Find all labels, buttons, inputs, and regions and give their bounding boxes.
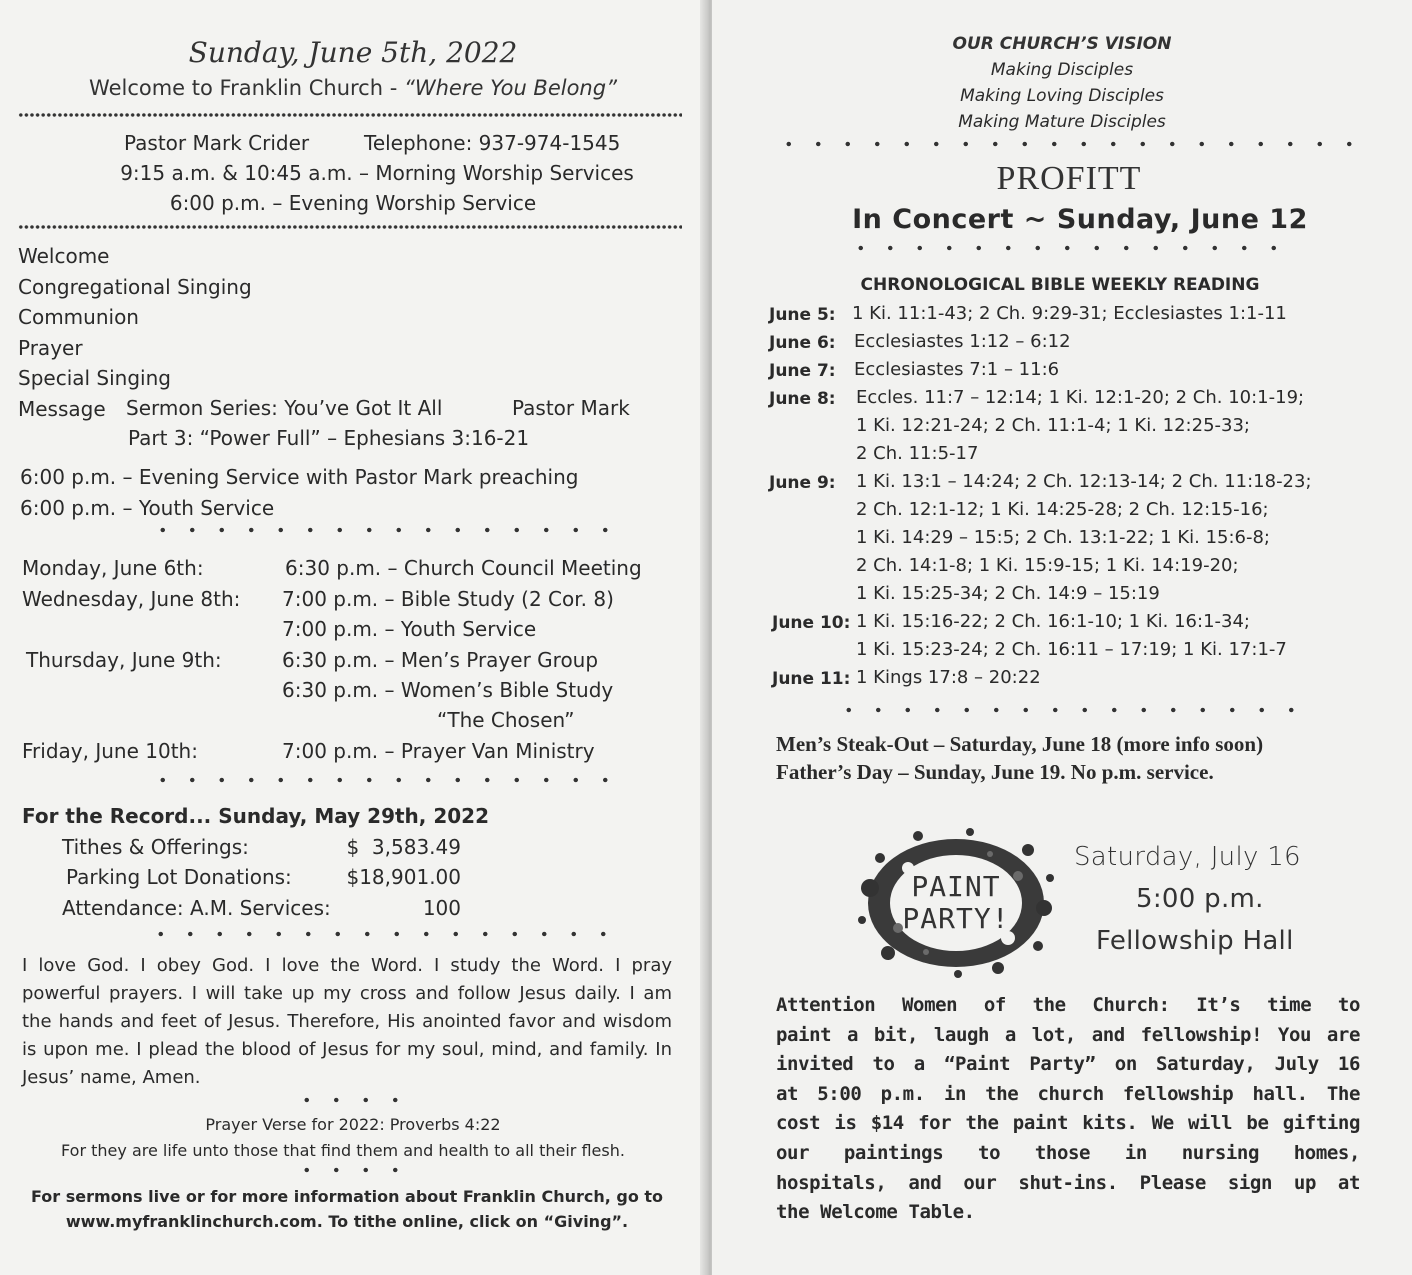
prayer-verse-title: Prayer Verse for 2022: Proverbs 4:22 bbox=[205, 1115, 501, 1134]
bulletin-date-title: Sunday, June 5th, 2022 bbox=[188, 36, 518, 69]
declaration-line: is upon me. I plead the blood of Jesus for my soul, mind, and family. In bbox=[22, 1039, 672, 1060]
reading-line: 1 Ki. 15:25-34; 2 Ch. 14:9 – 15:19 bbox=[856, 583, 1160, 604]
schedule-event: “The Chosen” bbox=[437, 708, 575, 732]
schedule-event: 7:00 p.m. – Youth Service bbox=[282, 617, 537, 641]
reading-day: June 11: bbox=[772, 669, 851, 689]
order-item: Communion bbox=[18, 305, 139, 329]
divider bbox=[834, 706, 1294, 714]
divider bbox=[774, 140, 1354, 148]
concert-title: In Concert ~ Sunday, June 12 bbox=[852, 204, 1308, 235]
paint-desc-line: our paintings to those in nursing homes, bbox=[776, 1142, 1360, 1164]
sermon-speaker: Pastor Mark bbox=[512, 396, 630, 420]
paint-desc-line: the Welcome Table. bbox=[776, 1201, 975, 1224]
divider bbox=[846, 244, 1286, 252]
schedule-day: Friday, June 10th: bbox=[22, 739, 198, 763]
record-label: Attendance: A.M. Services: bbox=[62, 896, 331, 920]
footer-giving-text: . To tithe online, click on “Giving”. bbox=[316, 1212, 629, 1231]
divider bbox=[148, 526, 608, 534]
record-label: Tithes & Offerings: bbox=[62, 835, 249, 859]
prayer-verse-text: For they are life unto those that find them and health to all their flesh. bbox=[61, 1141, 625, 1160]
order-item: Welcome bbox=[18, 244, 110, 268]
paint-logo-line2: PARTY! bbox=[902, 902, 1010, 935]
evening-line: 6:00 p.m. – Youth Service bbox=[20, 496, 275, 520]
reading-title: CHRONOLOGICAL BIBLE WEEKLY READING bbox=[860, 275, 1260, 295]
vision-line: Making Disciples bbox=[990, 60, 1134, 80]
reading-line: 2 Ch. 14:1-8; 1 Ki. 15:9-15; 1 Ki. 14:19-20; bbox=[856, 555, 1239, 576]
schedule-event: 6:30 p.m. – Women’s Bible Study bbox=[282, 678, 614, 702]
reading-line: Eccles. 11:7 – 12:14; 1 Ki. 12:1-20; 2 Ch. 10:1-19; bbox=[856, 387, 1305, 408]
paint-time: 5:00 p.m. bbox=[1136, 884, 1264, 914]
vision-line: Making Mature Disciples bbox=[958, 112, 1166, 132]
paint-desc-line: hospitals, and our shut-ins. Please sign up at bbox=[776, 1171, 1360, 1194]
reading-day: June 9: bbox=[769, 473, 836, 493]
divider bbox=[18, 224, 682, 230]
declaration-line: powerful prayers. I will take up my cross and follow Jesus daily. I am bbox=[22, 983, 672, 1004]
reading-day: June 7: bbox=[769, 361, 836, 381]
reading-line: 1 Ki. 15:23-24; 2 Ch. 16:11 – 17:19; 1 Ki. 17:1-7 bbox=[856, 639, 1287, 660]
schedule-event: 7:00 p.m. – Bible Study (2 Cor. 8) bbox=[282, 587, 614, 611]
paint-desc-line: cost is $14 for the paint kits. We will be gifting bbox=[776, 1112, 1360, 1135]
reading-line: 1 Kings 17:8 – 20:22 bbox=[856, 667, 1041, 688]
evening-service: 6:00 p.m. – Evening Worship Service bbox=[169, 191, 537, 215]
church-telephone: Telephone: 937-974-1545 bbox=[364, 131, 621, 155]
record-title: For the Record... Sunday, May 29th, 2022 bbox=[22, 804, 490, 828]
event-line: Men’s Steak-Out – Saturday, June 18 (more info soon) bbox=[776, 732, 1264, 756]
paint-place: Fellowship Hall bbox=[1096, 926, 1294, 956]
reading-line: 2 Ch. 11:5-17 bbox=[856, 443, 979, 464]
paint-party-logo bbox=[858, 828, 1054, 978]
record-value: $ 3,583.49 bbox=[346, 835, 461, 859]
declaration-line: Jesus’ name, Amen. bbox=[22, 1067, 201, 1088]
paint-date: Saturday, July 16 bbox=[1074, 842, 1301, 872]
vision-line: Making Loving Disciples bbox=[960, 86, 1164, 106]
reading-day: June 6: bbox=[769, 333, 836, 353]
reading-line: 1 Ki. 12:21-24; 2 Ch. 11:1-4; 1 Ki. 12:25-33; bbox=[856, 415, 1250, 436]
footer-line: For sermons live or for more information about Franklin Church, go to bbox=[30, 1187, 664, 1206]
record-value: $18,901.00 bbox=[346, 865, 461, 889]
paint-desc-line: Attention Women of the Church: It’s time to bbox=[776, 994, 1360, 1016]
welcome-line bbox=[0, 76, 706, 100]
schedule-day: Monday, June 6th: bbox=[22, 556, 204, 580]
order-item: Special Singing bbox=[18, 366, 171, 390]
divider bbox=[146, 930, 606, 938]
schedule-day: Wednesday, June 8th: bbox=[22, 587, 241, 611]
paint-desc-line: at 5:00 p.m. in the church fellowship hall. The bbox=[776, 1082, 1360, 1105]
reading-day: June 5: bbox=[769, 305, 836, 325]
declaration-line: the hands and feet of Jesus. Therefore, His anointed favor and wisdom bbox=[22, 1011, 672, 1032]
declaration-line: I love God. I obey God. I love the Word. I study the Word. I pray bbox=[22, 955, 672, 976]
welcome-tagline: “Where You Belong” bbox=[403, 76, 617, 100]
divider bbox=[18, 112, 682, 118]
divider bbox=[148, 776, 608, 784]
divider bbox=[292, 1096, 420, 1104]
footer-line-2 bbox=[0, 1212, 694, 1231]
morning-services: 9:15 a.m. & 10:45 a.m. – Morning Worship Services bbox=[120, 161, 634, 185]
reading-line: 1 Ki. 11:1-43; 2 Ch. 9:29-31; Ecclesiastes 1:1-11 bbox=[852, 303, 1287, 324]
welcome-prefix: Welcome to Franklin Church - bbox=[89, 76, 404, 100]
event-line: Father’s Day – Sunday, June 19. No p.m. service. bbox=[776, 760, 1214, 784]
paint-desc-line: invited to a “Paint Party” on Saturday, July 16 bbox=[776, 1053, 1360, 1076]
concert-band: PROFITT bbox=[996, 160, 1142, 197]
reading-line: Ecclesiastes 7:1 – 11:6 bbox=[854, 359, 1060, 380]
reading-day: June 10: bbox=[772, 613, 851, 633]
sermon-series: Sermon Series: You’ve Got It All bbox=[126, 396, 443, 420]
sermon-part: Part 3: “Power Full” – Ephesians 3:16-21 bbox=[128, 426, 530, 450]
record-label: Parking Lot Donations: bbox=[66, 865, 292, 889]
schedule-event: 7:00 p.m. – Prayer Van Ministry bbox=[282, 739, 595, 763]
pastor-name: Pastor Mark Crider bbox=[124, 131, 310, 155]
order-item: Congregational Singing bbox=[18, 274, 252, 299]
reading-line: 1 Ki. 15:16-22; 2 Ch. 16:1-10; 1 Ki. 16:1-34; bbox=[856, 611, 1250, 632]
reading-day: June 8: bbox=[769, 389, 836, 409]
evening-line: 6:00 p.m. – Evening Service with Pastor Mark preaching bbox=[20, 465, 579, 489]
reading-line: Ecclesiastes 1:12 – 6:12 bbox=[854, 331, 1071, 352]
divider bbox=[292, 1166, 420, 1174]
reading-line: 2 Ch. 12:1-12; 1 Ki. 14:25-28; 2 Ch. 12:15-16; bbox=[856, 499, 1269, 520]
order-item: Prayer bbox=[18, 335, 83, 360]
schedule-day: Thursday, June 9th: bbox=[26, 648, 222, 672]
record-value: 100 bbox=[422, 896, 461, 920]
right-page bbox=[712, 0, 1412, 1275]
schedule-event: 6:30 p.m. – Men’s Prayer Group bbox=[282, 648, 599, 672]
schedule-event: 6:30 p.m. – Church Council Meeting bbox=[285, 556, 642, 580]
reading-line: 1 Ki. 13:1 – 14:24; 2 Ch. 12:13-14; 2 Ch. 11:18-23; bbox=[856, 471, 1312, 492]
reading-line: 1 Ki. 14:29 – 15:5; 2 Ch. 13:1-22; 1 Ki. 15:6-8; bbox=[856, 527, 1270, 548]
vision-title: OUR CHURCH’S VISION bbox=[952, 34, 1172, 54]
order-item: Message bbox=[18, 396, 106, 421]
website-link[interactable]: www.myfranklinchurch.com bbox=[65, 1212, 317, 1231]
paint-logo-line1: PAINT bbox=[911, 870, 1001, 903]
paint-desc-line: paint a bit, laugh a lot, and fellowship! You are bbox=[776, 1023, 1360, 1046]
